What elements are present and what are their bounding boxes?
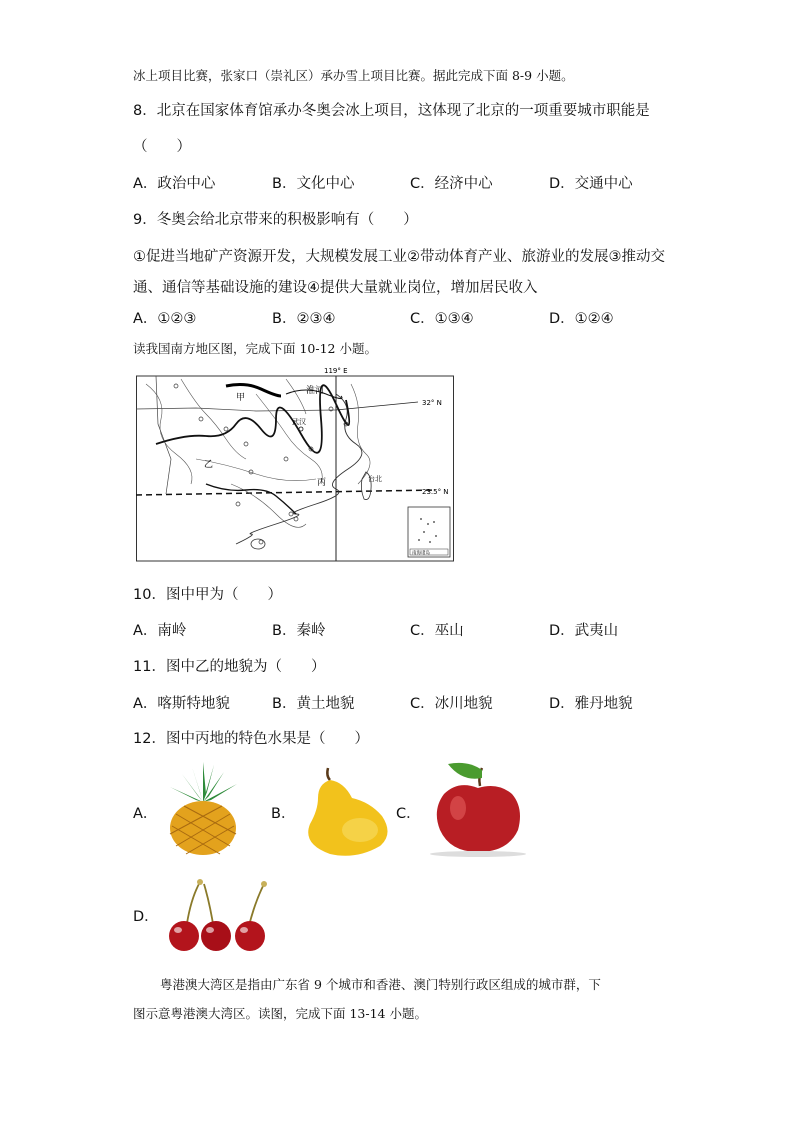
q8-option-a[interactable]: A．政治中心: [133, 176, 216, 192]
q9-option-d[interactable]: D．①②④: [549, 311, 614, 327]
q12-stem: 12．图中丙地的特色水果是（ ）: [133, 731, 369, 747]
label-huaihe: 淮河: [306, 386, 325, 396]
q11-option-c[interactable]: C．冰川地貌: [410, 696, 493, 712]
q9-option-c[interactable]: C．①③④: [410, 311, 474, 327]
q11-stem: 11．图中乙的地貌为（ ）: [133, 659, 326, 675]
q10-stem: 10．图中甲为（ ）: [133, 587, 282, 603]
lon-label: 119° E: [324, 367, 348, 375]
label-wuhan: 武汉: [292, 418, 306, 426]
q9-statements-line2: 通、通信等基础设施的建设④提供大量就业岗位，增加居民收入: [133, 280, 538, 296]
q11-option-b[interactable]: B．黄土地貌: [272, 696, 355, 712]
inset-label: 南海诸岛: [412, 551, 430, 556]
label-bing: 丙: [317, 478, 327, 488]
gba-intro-line2: 图示意粤港澳大湾区。读图，完成下面 13-14 小题。: [133, 1006, 427, 1021]
q12-option-a-label[interactable]: A．: [133, 806, 158, 822]
q9-stem: 9．冬奥会给北京带来的积极影响有（ ）: [133, 212, 418, 228]
q8-option-c[interactable]: C．经济中心: [410, 176, 493, 192]
q8-stem: 8．北京在国家体育馆承办冬奥会冰上项目，这体现了北京的一项重要城市职能是: [133, 103, 650, 119]
south-china-map: [136, 364, 454, 562]
intro-text: 冰上项目比赛，张家口（崇礼区）承办雪上项目比赛。据此完成下面 8-9 小题。: [133, 68, 574, 83]
q8-option-d[interactable]: D．交通中心: [549, 176, 633, 192]
lat32-label: 32° N: [422, 399, 442, 407]
label-jia: 甲: [236, 393, 246, 403]
q8-answer-paren: （ ）: [133, 139, 191, 155]
pineapple-icon[interactable]: [162, 762, 244, 856]
q12-option-c-label[interactable]: C．: [396, 806, 421, 822]
map-intro-text: 读我国南方地区图，完成下面 10-12 小题。: [133, 341, 377, 356]
q10-option-c[interactable]: C．巫山: [410, 623, 464, 639]
q9-option-a[interactable]: A．①②③: [133, 311, 197, 327]
q10-option-d[interactable]: D．武夷山: [549, 623, 619, 639]
q9-option-b[interactable]: B．②③④: [272, 311, 336, 327]
q10-option-b[interactable]: B．秦岭: [272, 623, 326, 639]
q12-option-d-label[interactable]: D．: [133, 909, 159, 925]
cherries-icon[interactable]: [164, 874, 276, 954]
gba-intro-line1: 粤港澳大湾区是指由广东省 9 个城市和香港、澳门特别行政区组成的城市群，下: [160, 977, 601, 992]
q10-option-a[interactable]: A．南岭: [133, 623, 187, 639]
q12-option-b-label[interactable]: B．: [271, 806, 296, 822]
label-taibei: 台北: [368, 475, 382, 483]
q8-option-b[interactable]: B．文化中心: [272, 176, 355, 192]
label-yi: 乙: [204, 460, 214, 470]
apple-icon[interactable]: [428, 760, 530, 858]
q9-statements-line1: ①促进当地矿产资源开发，大规模发展工业②带动体育产业、旅游业的发展③推动交: [133, 249, 665, 265]
lat235-label: 23.5° N: [422, 488, 449, 496]
q11-option-d[interactable]: D．雅丹地貌: [549, 696, 633, 712]
q11-option-a[interactable]: A．喀斯特地貌: [133, 696, 230, 712]
pear-icon[interactable]: [300, 764, 392, 858]
